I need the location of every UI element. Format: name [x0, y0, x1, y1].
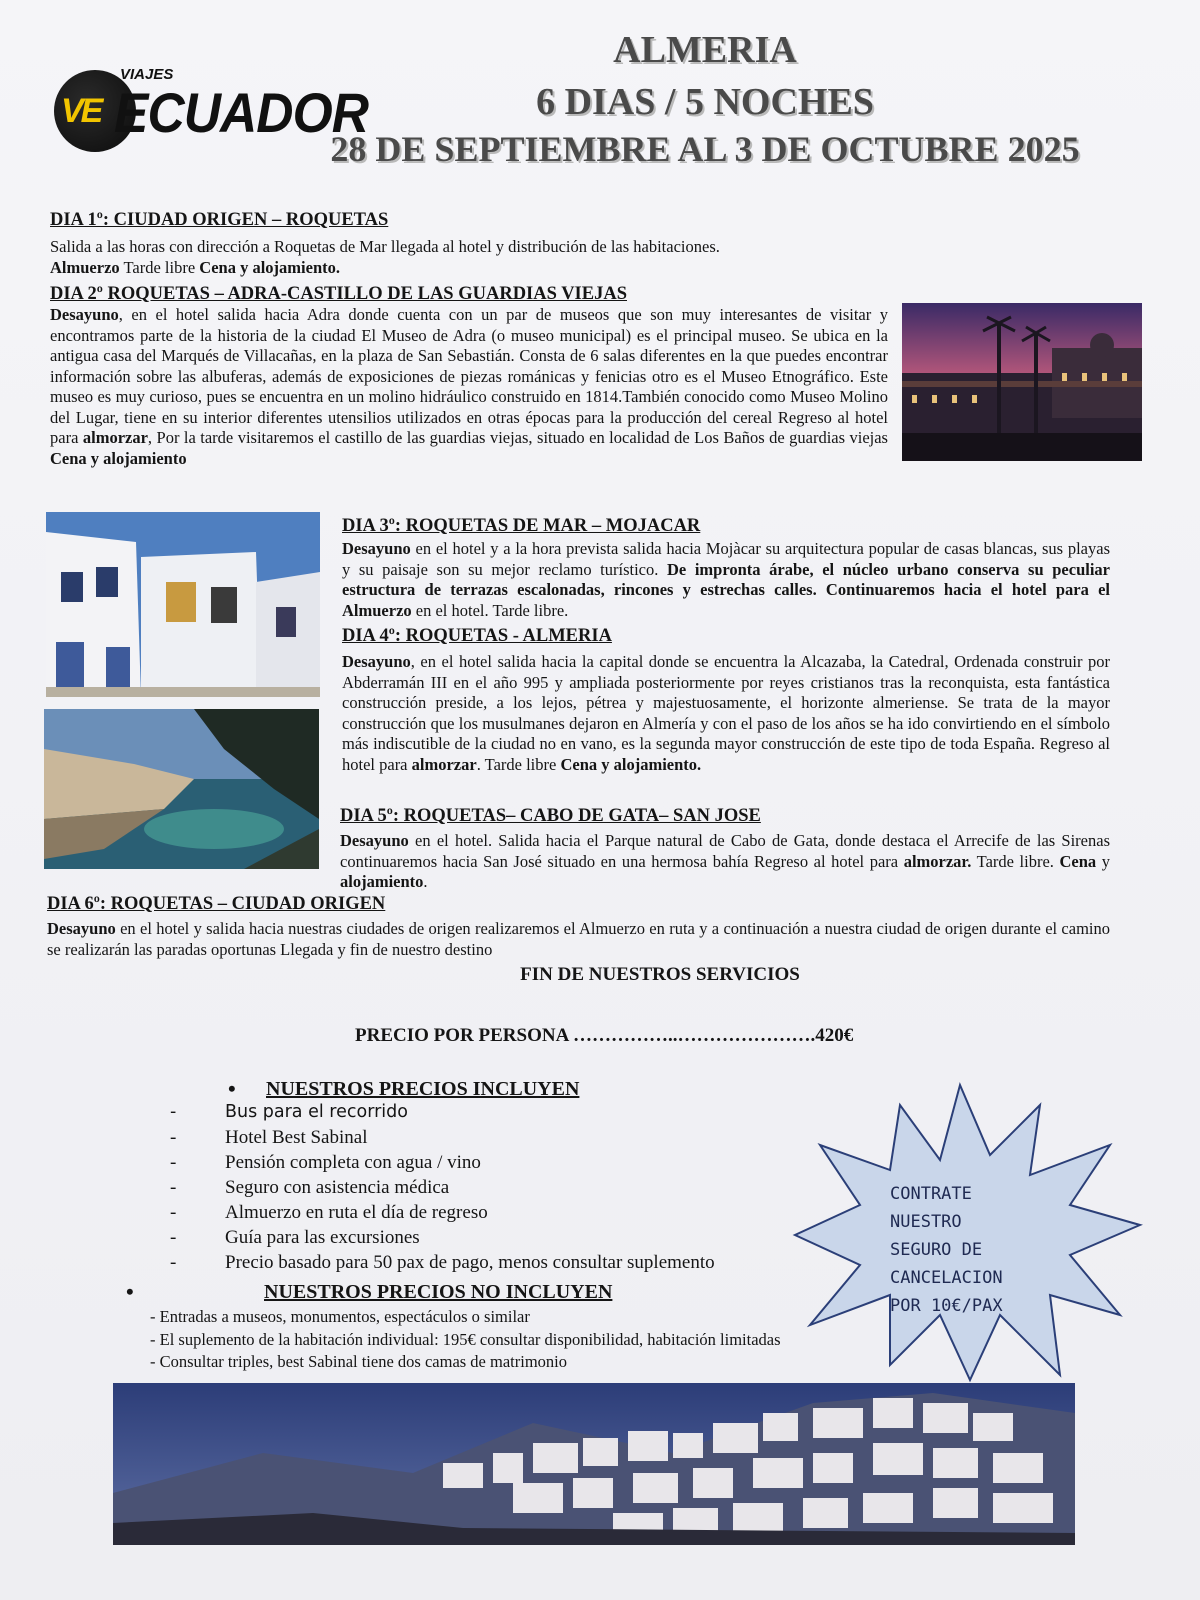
photo-mojacar-village	[46, 512, 320, 697]
day4-heading: DIA 4º: ROQUETAS - ALMERIA	[342, 626, 612, 646]
excludes-heading: NUESTROS PRECIOS NO INCLUYEN	[264, 1281, 613, 1303]
list-item: - Bus para el recorrido	[170, 1102, 408, 1122]
end-of-services: FIN DE NUESTROS SERVICIOS	[520, 964, 800, 985]
day6-heading: DIA 6º: ROQUETAS – CIUDAD ORIGEN	[47, 894, 386, 914]
list-item: - Guía para las excursiones	[170, 1227, 420, 1248]
excludes-bullet: •	[126, 1279, 134, 1304]
includes-heading: NUESTROS PRECIOS INCLUYEN	[266, 1078, 580, 1100]
photo-village-panorama	[113, 1383, 1075, 1545]
price-per-person: PRECIO POR PERSONA ……………..………………….420€	[355, 1025, 854, 1046]
day1-text: Salida a las horas con dirección a Roquetas de Mar llegada al hotel y distribución de las habitaciones. Almuerzo Tarde libre Cena y alojamiento.	[50, 237, 720, 277]
list-item: - Hotel Best Sabinal	[170, 1127, 368, 1148]
includes-list	[170, 1100, 715, 1275]
header-destination: ALMERIA	[613, 29, 797, 71]
header-duration: 6 DIAS / 5 NOCHES	[536, 81, 874, 123]
day3-heading: DIA 3º: ROQUETAS DE MAR – MOJACAR	[342, 516, 701, 536]
day3-text: Desayuno en el hotel y a la hora prevista salida hacia Mojàcar su arquitectura popular de casas blancas, sus playas y su paisaje son su mejor reclamo turístico. De impronta árabe, el núcleo urbano conserva su peculiar estructura de terrazas escalonadas, rincones y estrechas calles. Continuaremos hacia el hotel para el Almuerzo en el hotel. Tarde libre.	[342, 539, 1110, 620]
day2-heading: DIA 2º ROQUETAS – ADRA-CASTILLO DE LAS GUARDIAS VIEJAS	[50, 284, 627, 304]
photo-cabo-de-gata	[44, 709, 319, 869]
excludes-list	[150, 1306, 781, 1374]
list-item: - Consultar triples, best Sabinal tiene dos camas de matrimonio	[150, 1352, 567, 1371]
day4-text: Desayuno, en el hotel salida hacia la capital donde se encuentra la Alcazaba, la Catedral, Ordenada construir por Abderramán III en el año 995 y ampliada posteriormente por reyes cristianos tras la reconquista, esta fantástica construcción preside, a los lejos, pétrea y majestuosamente, el horizonte almeriense. Se trata de la mayor construcción que los musulmanes dejaron en Almería y con el paso de los años se ha ido convirtiendo en el símbolo más indiscutible de la ciudad no en vano, es la segunda mayor construcción de este tipo de toda España. Regreso al hotel para almorzar. Tarde libre Cena y alojamiento.	[342, 652, 1110, 774]
day6-text: Desayuno en el hotel y salida hacia nuestras ciudades de origen realizaremos el Almuerzo en ruta y a continuación a nuestra ciudad de origen durante el camino se realizarán las paradas oportunas Llegada y fin de nuestro destino	[47, 919, 1110, 959]
day5-text: Desayuno en el hotel. Salida hacia el Parque natural de Cabo de Gata, donde destaca el Arrecife de las Sirenas continuaremos hacia San José situado en una hermosa bahía Regreso al hotel para almorzar. Tarde libre. Cena y alojamiento.	[340, 831, 1110, 891]
insurance-offer: CONTRATE NUESTRO SEGURO DE CANCELACION POR 10€/PAX	[890, 1184, 1003, 1316]
list-item: - Entradas a museos, monumentos, espectáculos o similar	[150, 1307, 530, 1326]
list-item: - Almuerzo en ruta el día de regreso	[170, 1202, 488, 1223]
includes-bullet: •	[228, 1076, 236, 1101]
viajes-ecuador-logo	[54, 66, 369, 158]
day5-heading: DIA 5º: ROQUETAS– CABO DE GATA– SAN JOSE	[340, 806, 761, 826]
list-item: - El suplemento de la habitación individual: 195€ consultar disponibilidad, habitación limitadas	[150, 1329, 781, 1349]
list-item: - Pensión completa con agua / vino	[170, 1152, 481, 1173]
day1-heading: DIA 1º: CIUDAD ORIGEN – ROQUETAS	[50, 210, 389, 230]
header-dates: 28 DE SEPTIEMBRE AL 3 DE OCTUBRE 2025	[330, 129, 1080, 169]
list-item: - Precio basado para 50 pax de pago, menos consultar suplemento	[170, 1252, 715, 1273]
day2-text: Desayuno, en el hotel salida hacia Adra donde cuenta con un par de museos que son muy interesantes de visitar y encontramos parte de la historia de la ciudad El Museo de Adra (o museo municipal) es el principal museo. Se ubica en la antigua casa del Marqués de Villacañas, en la plaza de San Sebastián. Consta de 6 salas diferentes en la que puedes encontrar información sobre las albuferas, además de exposiciones de piezas románicas y fenicias otro es el Museo Etnográfico. Este museo es muy curioso, pues se encuentra en un molino hidráulico construido en 1814.También conocido como Museo Molino del Lugar, tiene en su interior diferentes utensilios utilizados en otras épocas para la producción del cereal Regreso al hotel para almorzar, Por la tarde visitaremos el castillo de las guardias viejas, situado en localidad de Los Baños de guardias viejas Cena y alojamiento	[50, 305, 888, 468]
list-item: - Seguro con asistencia médica	[170, 1177, 450, 1198]
logo-mark: VE	[61, 92, 101, 130]
logo-small-text: VIAJES	[120, 66, 174, 83]
logo-brand-text: ECUADOR	[114, 81, 369, 144]
photo-almeria-square	[902, 303, 1142, 461]
